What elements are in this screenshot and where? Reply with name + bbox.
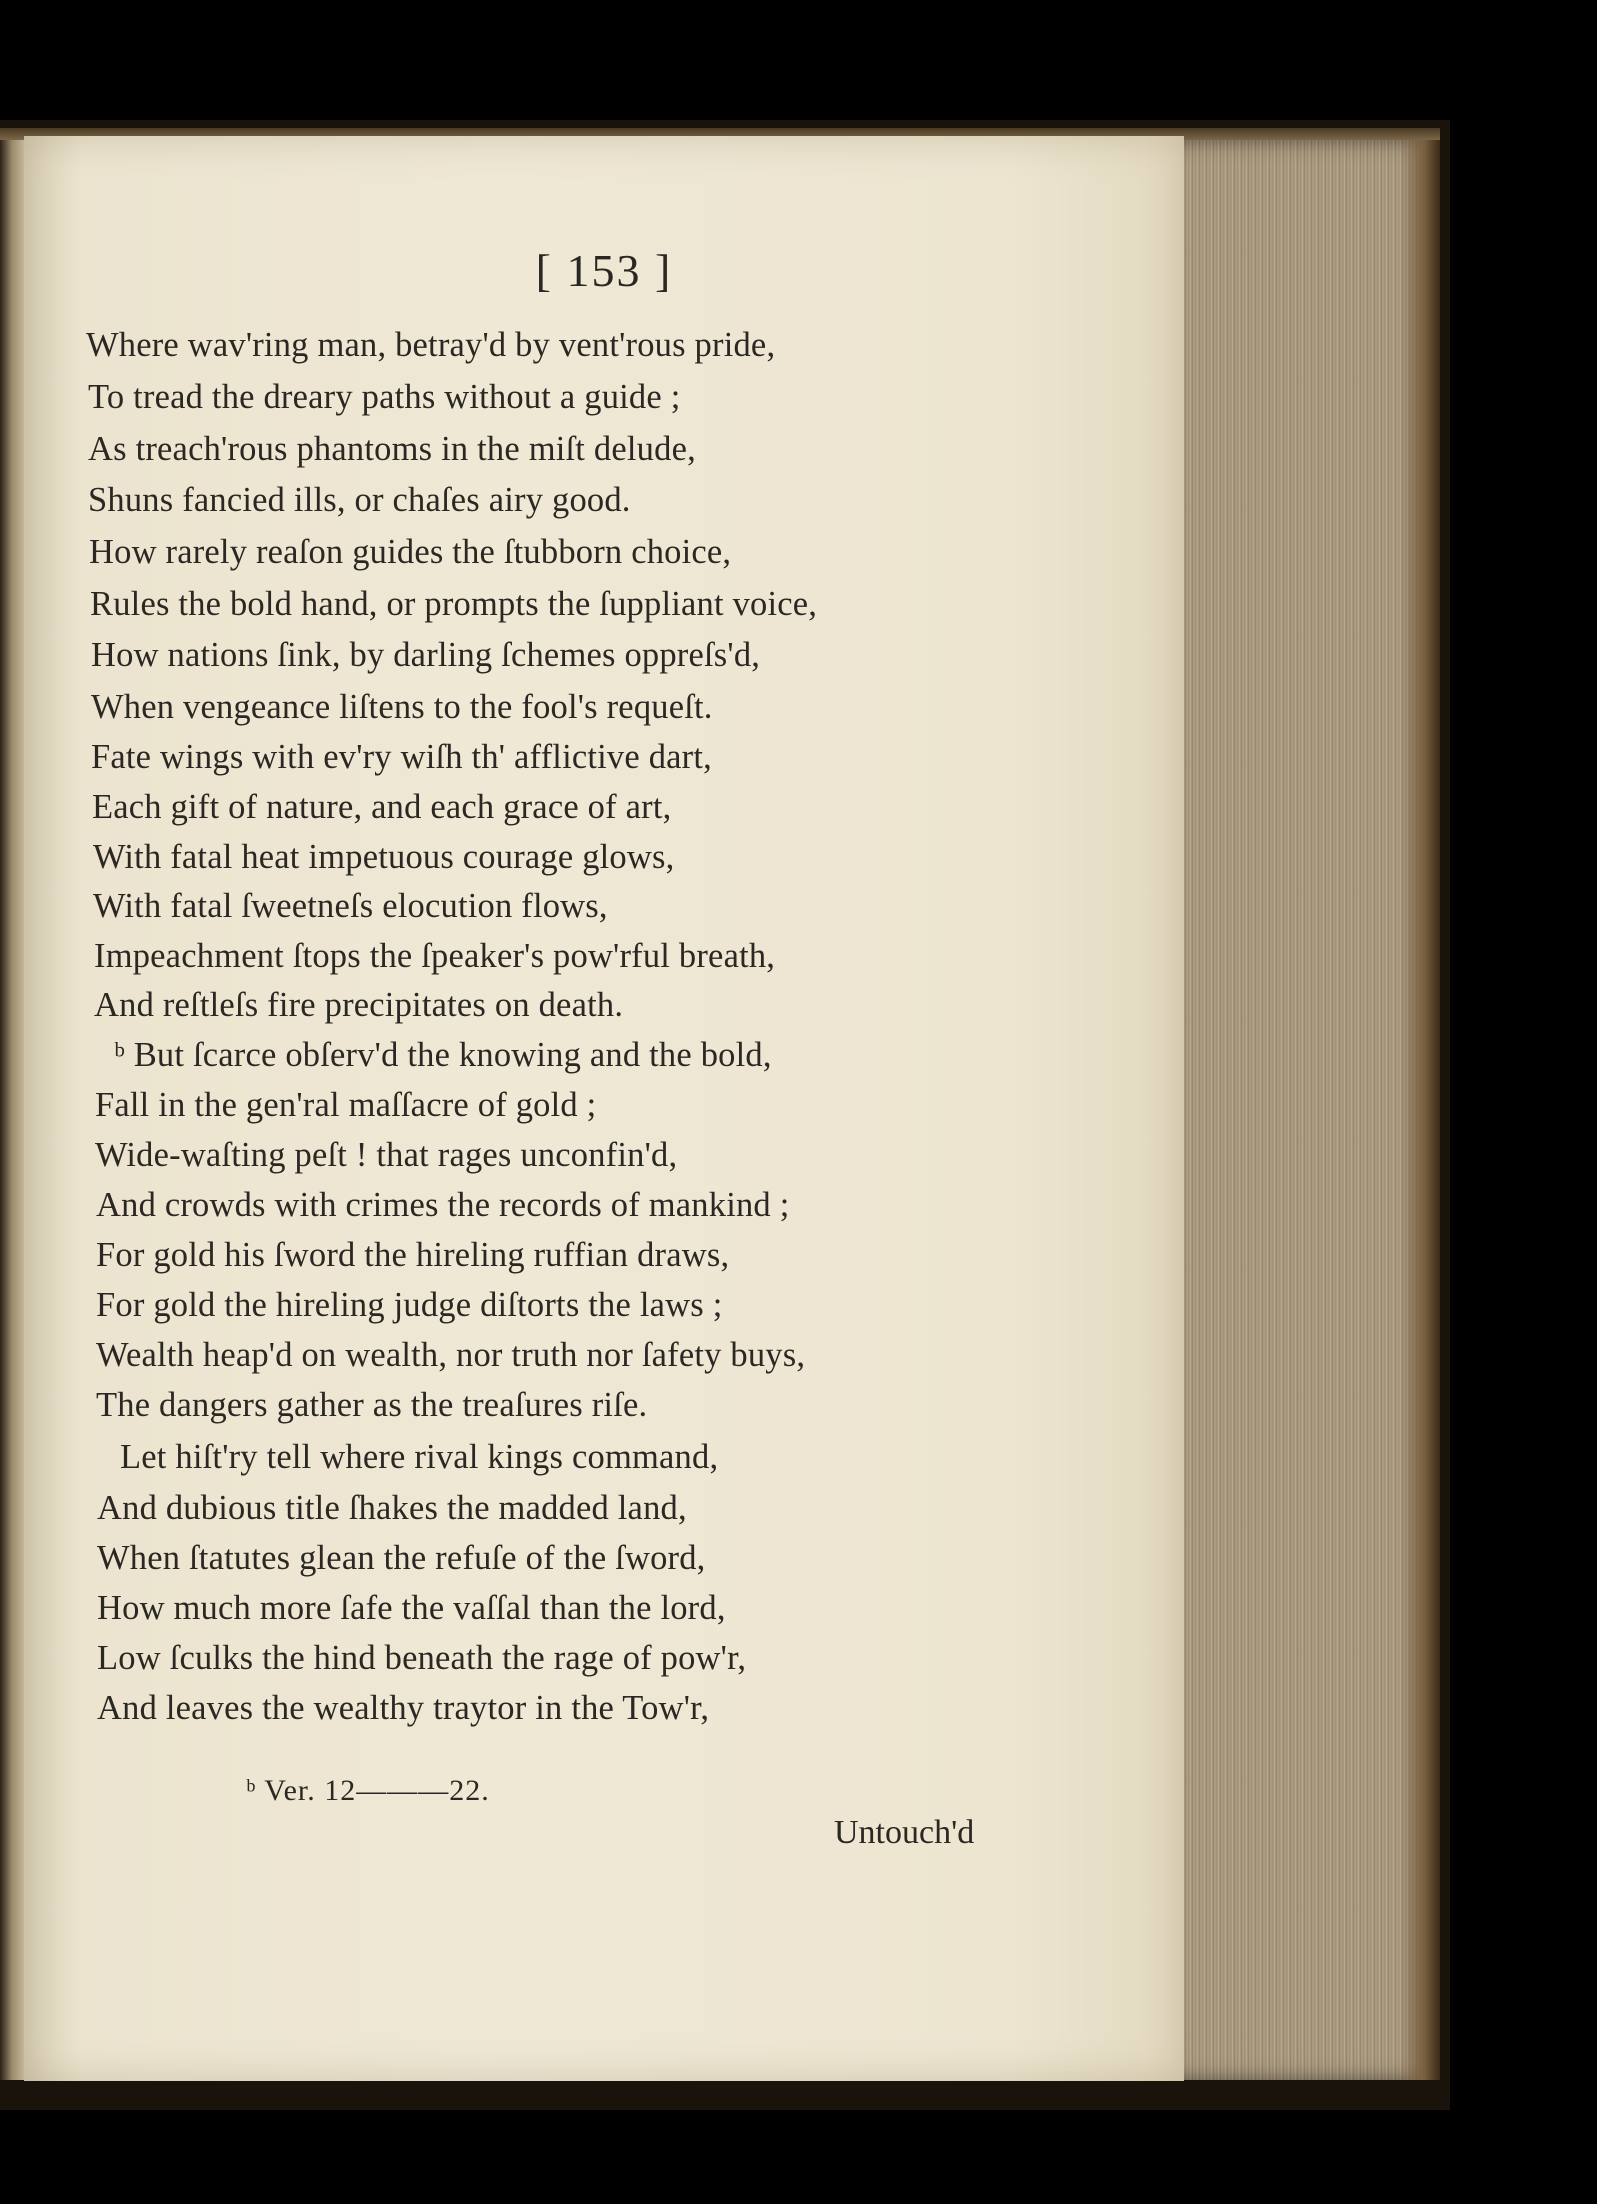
poem-line: Impeachment ſtops the ſpeaker's pow'rful breath,	[94, 937, 776, 975]
catchword: Untouch'd	[834, 1814, 975, 1851]
poem-line: When vengeance liſtens to the fool's requeſt.	[91, 688, 713, 726]
poem-line: And reſtleſs fire precipitates on death.	[94, 986, 624, 1024]
poem-line: As treach'rous phantoms in the miſt delude,	[88, 430, 696, 468]
poem-line: Where wav'ring man, betray'd by vent'rous pride,	[86, 326, 776, 364]
poem-line: Let hiſt'ry tell where rival kings command,	[120, 1438, 719, 1476]
poem-line: And leaves the wealthy traytor in the Tow'r,	[97, 1689, 710, 1727]
poem-line: And dubious title ſhakes the madded land,	[97, 1489, 687, 1527]
footnote: ᵇ Ver. 12———22.	[246, 1774, 490, 1807]
poem-line: For gold his ſword the hireling ruffian draws,	[96, 1236, 730, 1274]
poem-line: How nations ſink, by darling ſchemes oppreſs'd,	[91, 636, 761, 674]
poem-line: Fate wings with ev'ry wiſh th' afflictive dart,	[91, 738, 712, 776]
poem-line: When ſtatutes glean the refuſe of the ſword,	[97, 1539, 706, 1577]
poem-line: With fatal ſweetneſs elocution flows,	[93, 887, 608, 925]
poem-line: With fatal heat impetuous courage glows,	[93, 838, 675, 876]
poem-line: Rules the bold hand, or prompts the ſuppliant voice,	[90, 585, 818, 623]
page-number-header: [ 153 ]	[535, 245, 673, 296]
poem-line: How rarely reaſon guides the ſtubborn choice,	[89, 533, 732, 571]
poem-line: The dangers gather as the treaſures riſe.	[96, 1386, 648, 1424]
poem-line: Shuns fancied ills, or chaſes airy good.	[88, 481, 631, 519]
poem-line: Low ſculks the hind beneath the rage of pow'r,	[97, 1639, 747, 1677]
poem-line: Fall in the gen'ral maſſacre of gold ;	[95, 1086, 597, 1124]
poem-line: ᵇ But ſcarce obſerv'd the knowing and the bold,	[114, 1036, 772, 1074]
book-page	[24, 136, 1184, 2081]
poem-line: How much more ſafe the vaſſal than the lord,	[97, 1589, 726, 1627]
poem-line: Wealth heap'd on wealth, nor truth nor ſafety buys,	[96, 1336, 806, 1374]
poem-line: For gold the hireling judge diſtorts the laws ;	[96, 1286, 723, 1324]
poem-line: To tread the dreary paths without a guide ;	[88, 378, 681, 416]
poem-line: Each gift of nature, and each grace of art,	[92, 788, 672, 826]
page-block-edge	[1168, 140, 1440, 2080]
poem-line: Wide-waſting peſt ! that rages unconfin'd,	[95, 1136, 678, 1174]
poem-line: And crowds with crimes the records of mankind ;	[96, 1186, 790, 1224]
